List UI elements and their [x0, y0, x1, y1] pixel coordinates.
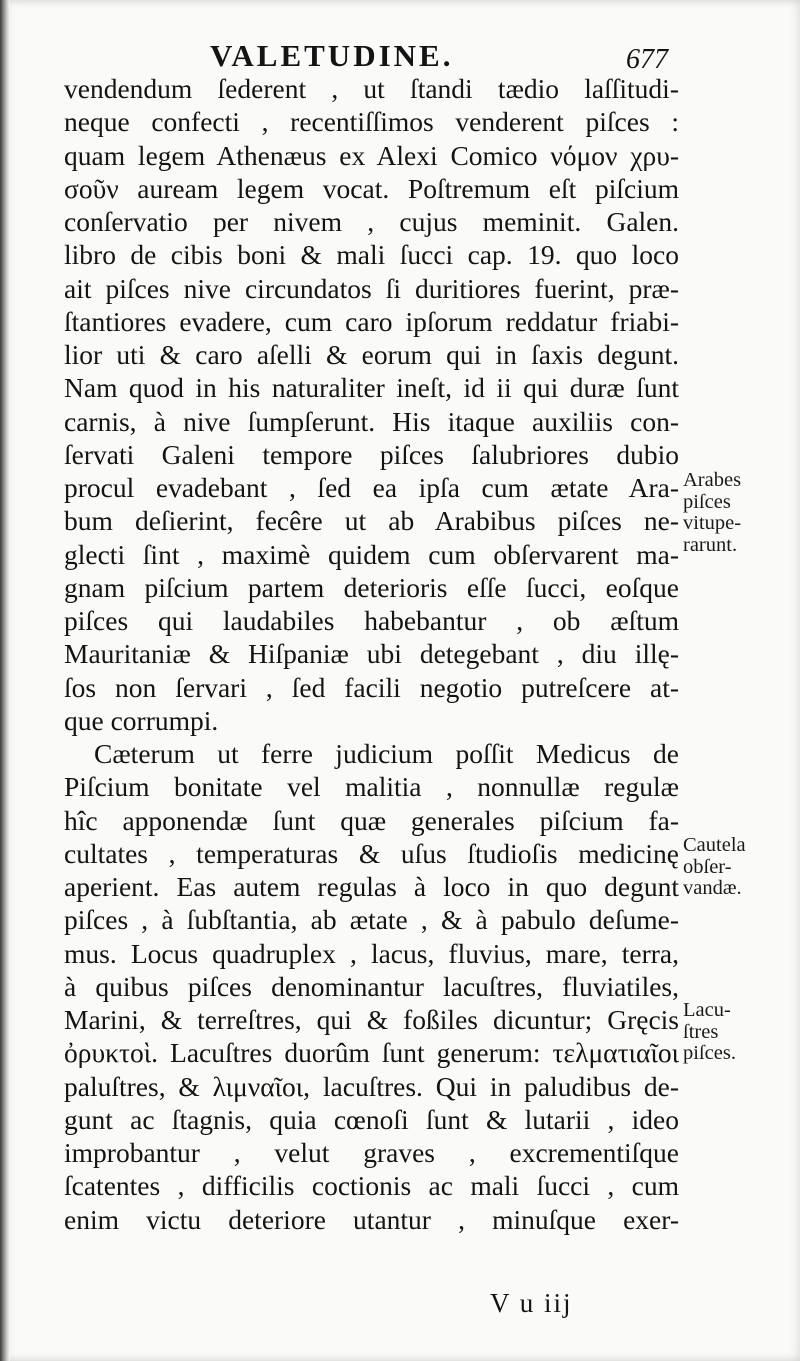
text-line: paluſtres, & λιμναῖοι, lacuſtres. Qui in paludibus de-	[64, 1070, 679, 1102]
margin-note-line: Arabes	[683, 469, 742, 491]
text-line: ſtantiores evadere, cum caro ipſorum reddatur friabi-	[64, 305, 679, 337]
text-line: neque confecti , recentiſſimos venderent piſces :	[64, 106, 679, 138]
text-line: libro de cibis boni & mali ſucci cap. 19. quo loco	[64, 239, 679, 271]
margin-note-line: obſer-	[683, 855, 732, 878]
text-line: carnis, à nive ſumpſerunt. His itaque auxiliis con-	[64, 405, 679, 437]
margin-note-lacustres	[683, 1000, 798, 1065]
text-line: ſcatentes , difficilis coctionis ac mali ſucci , cum	[64, 1170, 679, 1202]
margin-note-line: vitupe-	[683, 512, 742, 534]
page-number: 677	[626, 44, 668, 75]
main-text-block	[64, 72, 679, 1236]
text-line: ait piſces nive circundatos ſi duritiores fuerint, præ-	[64, 272, 679, 304]
text-line: improbantur , velut graves , excrementiſque	[64, 1137, 679, 1168]
text-line: procul evadebant , ſed ea ipſa cum ætate Ara-	[64, 472, 679, 503]
text-line: aperient. Eas autem regulas à loco in quo degunt	[64, 871, 679, 902]
text-line: mus. Locus quadruplex , lacus, fluvius, mare, terra,	[64, 937, 679, 969]
margin-note-line: ſtres	[683, 1020, 719, 1043]
margin-note-cautela	[683, 835, 798, 900]
text-line: piſces qui laudabiles habebantur , ob æſtum	[64, 605, 679, 636]
text-line: Piſcium bonitate vel malitia , nonnullæ regulæ	[64, 771, 679, 803]
text-line: Mauritaniæ & Hiſpaniæ ubi detegebant , diu illę-	[64, 638, 679, 670]
text-line: gunt ac ſtagnis, quia cœnoſi ſunt & lutarii , ideo	[64, 1103, 679, 1135]
text-line: ὀρυκτοὶ. Lacuſtres duorûm ſunt generum: τελματιαῖοι	[64, 1037, 679, 1069]
running-title: VALETUDINE.	[210, 38, 454, 73]
margin-note-arabes	[683, 470, 798, 556]
signature-mark: V u iij	[490, 1288, 573, 1318]
text-line: glecti ſint , maximè quidem cum obſervarent ma-	[64, 538, 679, 570]
text-line: enim victu deteriore utantur , minuſque exer-	[64, 1203, 679, 1235]
margin-note-line: piſces	[683, 490, 731, 513]
text-line: σοῦν auream legem vocat. Poſtremum eſt piſcium	[64, 172, 679, 204]
text-line: lior uti & caro aſelli & eorum qui in ſaxis degunt.	[64, 339, 679, 370]
text-line: gnam piſcium partem deterioris eſſe ſucci, eoſque	[64, 571, 679, 603]
margin-note-line: vandæ.	[683, 877, 742, 899]
text-line: cultates , temperaturas & uſus ſtudioſis medicinę	[64, 837, 679, 869]
text-line: hîc apponendæ ſunt quæ generales piſcium fa-	[64, 804, 679, 836]
margin-note-line: Lacu-	[683, 999, 731, 1021]
text-line: piſces , à ſubſtantia, ab ætate , & à pabulo deſume-	[64, 904, 679, 936]
text-line: Marini, & terreſtres, qui & foßiles dicuntur; Gręcis	[64, 1004, 679, 1035]
margin-note-line: Cautela	[683, 834, 746, 856]
page-gutter-shadow	[0, 0, 10, 1361]
margin-note-line: piſces.	[683, 1042, 736, 1064]
text-line: à quibus piſces denominantur lacuſtres, fluviatiles,	[64, 970, 679, 1002]
text-line: quam legem Athenæus ex Alexi Comico νόμον χρυ-	[64, 139, 679, 171]
text-line: ſervati Galeni tempore piſces ſalubriores dubio	[64, 438, 679, 470]
text-line: Nam quod in his naturaliter ineſt, id ii qui duræ ſunt	[64, 372, 679, 404]
margin-note-line: rarunt.	[683, 533, 738, 556]
text-line: que corrumpi.	[64, 704, 219, 736]
text-line: conſervatio per nivem , cujus meminit. Galen.	[64, 206, 679, 237]
text-line: vendendum ſederent , ut ſtandi tædio laſſitudi-	[64, 73, 679, 104]
paragraph-start-line: Cæterum ut ferre judicium poſſit Medicus de	[94, 738, 679, 769]
text-line: bum deſierint, fecêre ut ab Arabibus piſces ne-	[64, 505, 679, 537]
text-line: ſos non ſervari , ſed facili negotio putreſcere at-	[64, 671, 679, 703]
